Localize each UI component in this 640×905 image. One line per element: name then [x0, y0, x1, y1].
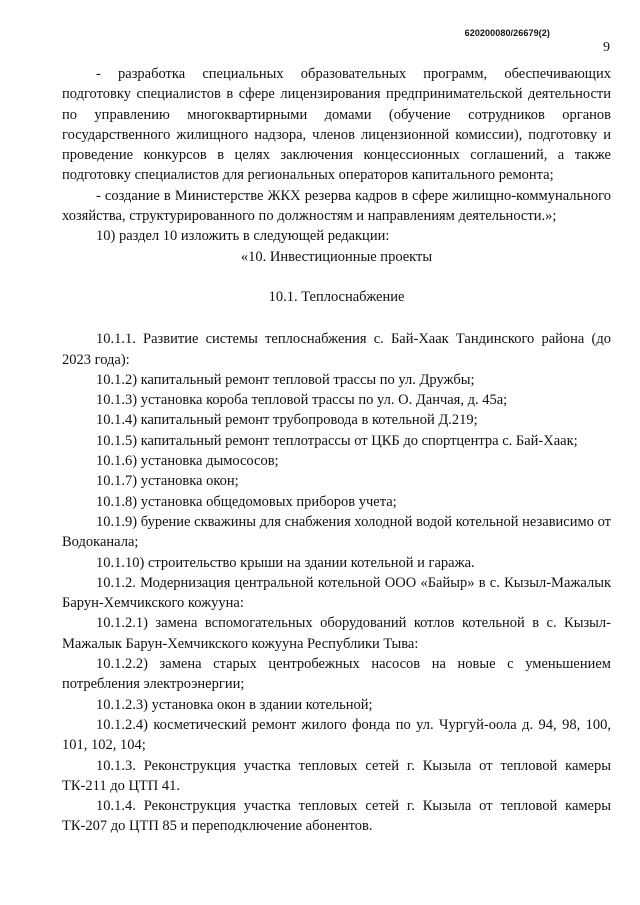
list-item: 10.1.5) капитальный ремонт теплотрассы от ЦКБ до спортцентра с. Бай-Хаак; — [96, 432, 578, 449]
list-item: 10.1.2) капитальный ремонт тепловой трассы по ул. Дружбы; — [96, 371, 475, 388]
list-item: 10.1.9) бурение скважины для снабжения холодной водой котельной независимо от Водоканала; — [62, 513, 611, 551]
list-item: 10.1.2.3) установка окон в здании котельной; — [96, 696, 373, 713]
list-item: 10.1.4) капитальный ремонт трубопровода в котельной Д.219; — [96, 412, 478, 429]
spacer — [62, 307, 611, 329]
list-item: 10.1.3. Реконструкция участка тепловых сетей г. Кызыла от тепловой камеры ТК-211 до ЦТП 41. — [62, 757, 611, 794]
list-item: 10.1.2.2) замена старых центробежных насосов на новые с уменьшением потребления электроэнергии; — [62, 656, 611, 693]
list-item: 10.1.2.4) косметический ремонт жилого фонда по ул. Чургуй-оола д. 94, 98, 100, 101, 102, 104; — [62, 716, 611, 754]
paragraph-section-10-intro: 10) раздел 10 изложить в следующей редакции: — [96, 228, 390, 245]
page-number: 9 — [603, 40, 610, 55]
paragraph-personnel-reserve: - создание в Министерстве ЖКХ резерва кадров в сфере жилищно-коммунального хозяйства, структурированного по должностям и направлениям деятельности.»; — [62, 187, 611, 225]
list-item: 10.1.8) установка общедомовых приборов учета; — [96, 493, 397, 510]
list-item: 10.1.6) установка дымососов; — [96, 453, 279, 470]
list-item: 10.1.7) установка окон; — [96, 473, 239, 490]
document-id: 620200080/26679(2) — [464, 28, 550, 38]
spacer — [62, 267, 611, 287]
paragraph-education-programs: - разработка специальных образовательных программ, обеспечивающих подготовку специалистов в сфере лицензирования предпринимательской деятельности по управлению многоквартирными домами (обучение сотрудников органов государственного жилищного надзора, членов лицензионной комиссии), подготовку и проведение конкурсов в целях заключения концессионных соглашений, а также подготовку специалистов для региональных операторов капитального ремонта; — [62, 66, 611, 184]
list-item: 10.1.2.1) замена вспомогательных оборудований котлов котельной в с. Кызыл-Мажалык Барун-Хемчикского кожууна Республики Тыва: — [62, 615, 611, 652]
list-item: 10.1.3) установка короба тепловой трассы по ул. О. Данчая, д. 45а; — [96, 392, 508, 409]
list-item: 10.1.10) строительство крыши на здании котельной и гаража. — [96, 554, 475, 571]
document-body — [62, 64, 611, 837]
section-title: «10. Инвестиционные проекты — [240, 248, 433, 265]
list-item: 10.1.4. Реконструкция участка тепловых сетей г. Кызыла от тепловой камеры ТК-207 до ЦТП 85 и переподключение абонентов. — [62, 798, 611, 835]
list-item: 10.1.2. Модернизация центральной котельной ООО «Байыр» в с. Кызыл-Мажалык Барун-Хемчикского кожууна: — [62, 574, 611, 612]
subsection-title: 10.1. Теплоснабжение — [268, 288, 405, 305]
list-item: 10.1.1. Развитие системы теплоснабжения с. Бай-Хаак Тандинского района (до 2023 года): — [62, 331, 611, 368]
